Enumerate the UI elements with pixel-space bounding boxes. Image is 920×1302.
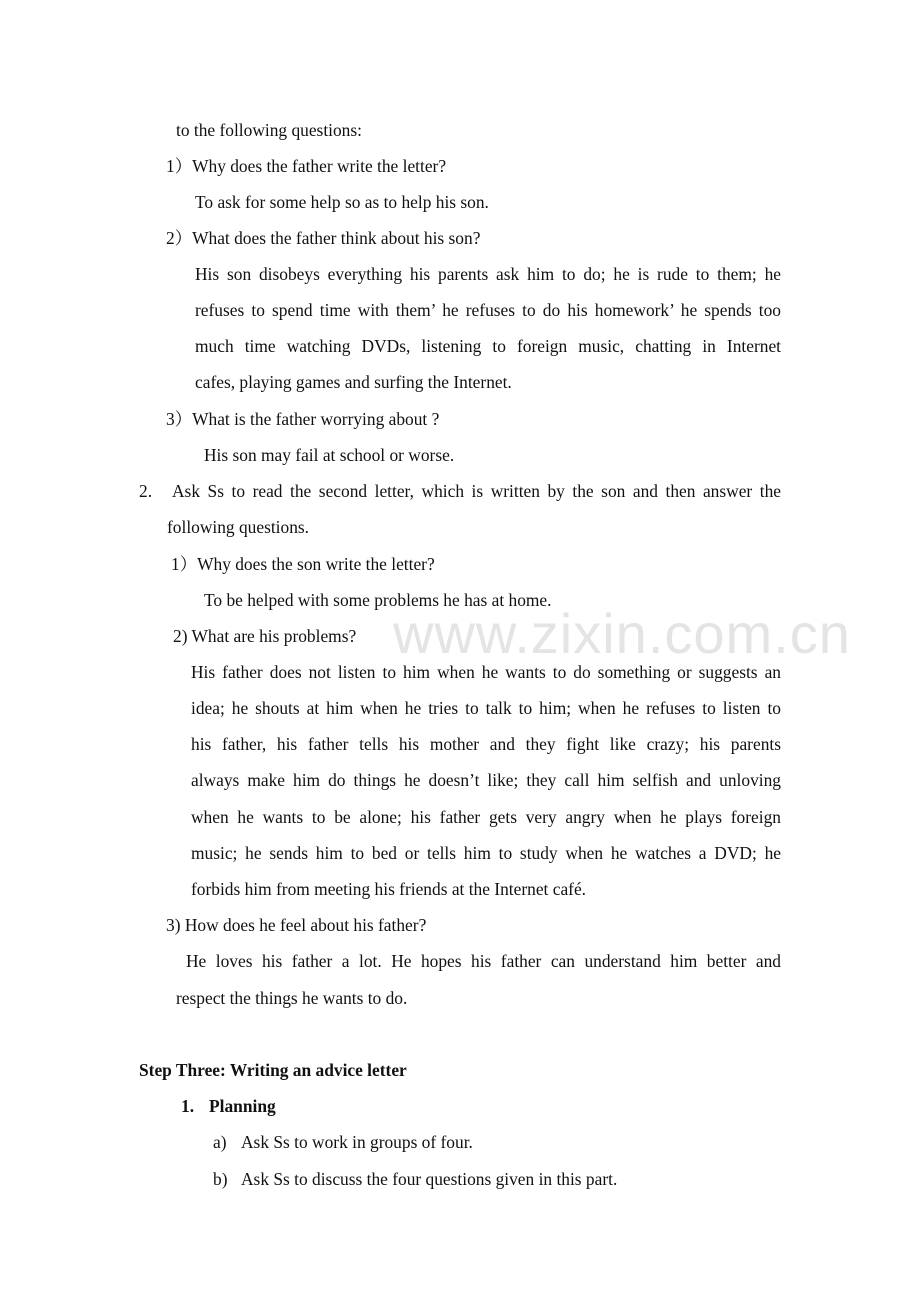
son-answer-2-line: forbids him from meeting his friends at the Internet café. — [191, 879, 587, 899]
watermark: www.zixin.com.cn — [393, 602, 851, 665]
father-question-2: 2）What does the father think about his son? — [166, 228, 481, 248]
son-answer-1: To be helped with some problems he has at home. — [204, 590, 552, 610]
son-answer-2-line: idea; he shouts at him when he tries to talk to him; when he refuses to listen to — [191, 698, 781, 718]
father-answer-2-line: much time watching DVDs, listening to foreign music, chatting in Internet — [195, 336, 781, 356]
item-2-number: 2. — [139, 481, 153, 501]
item-2-text-line: Ask Ss to read the second letter, which is written by the son and then answer the — [172, 481, 781, 501]
son-question-2: 2) What are his problems? — [173, 626, 357, 646]
planning-marker-b: b) — [213, 1169, 228, 1189]
item-2-text-line: following questions. — [167, 517, 310, 537]
planning-number: 1. — [181, 1096, 195, 1116]
son-answer-2-line: his father, his father tells his mother and they fight like crazy; his parents — [191, 734, 781, 754]
son-answer-2-line: His father does not listen to him when he wants to do something or suggests an — [191, 662, 781, 682]
son-answer-2-line: music; he sends him to bed or tells him to study when he watches a DVD; he — [191, 843, 781, 863]
father-answer-1: To ask for some help so as to help his son. — [195, 192, 489, 212]
son-answer-2-line: when he wants to be alone; his father gets very angry when he plays foreign — [191, 807, 781, 827]
father-answer-2-line: refuses to spend time with them’ he refuses to do his homework’ he spends too — [195, 300, 781, 320]
son-question-3: 3) How does he feel about his father? — [166, 915, 427, 935]
step-three-heading: Step Three: Writing an advice letter — [139, 1060, 407, 1080]
father-answer-2-line: cafes, playing games and surfing the Internet. — [195, 372, 512, 392]
planning-marker-a: a) — [213, 1132, 227, 1152]
part2-intro: to the following questions: — [176, 120, 362, 140]
planning-point-b: Ask Ss to discuss the four questions given in this part. — [241, 1169, 618, 1189]
planning-point-a: Ask Ss to work in groups of four. — [241, 1132, 473, 1152]
son-answer-3-line: He loves his father a lot. He hopes his father can understand him better and — [186, 951, 781, 971]
father-question-3: 3）What is the father worrying about ? — [166, 409, 440, 429]
father-question-1: 1）Why does the father write the letter? — [166, 156, 447, 176]
father-answer-2-line: His son disobeys everything his parents ask him to do; he is rude to them; he — [195, 264, 781, 284]
father-answer-3: His son may fail at school or worse. — [204, 445, 455, 465]
planning-heading: Planning — [209, 1096, 276, 1116]
son-question-1: 1）Why does the son write the letter? — [171, 554, 435, 574]
son-answer-2-line: always make him do things he doesn’t like; they call him selfish and unloving — [191, 770, 781, 790]
son-answer-3-line: respect the things he wants to do. — [176, 988, 408, 1008]
